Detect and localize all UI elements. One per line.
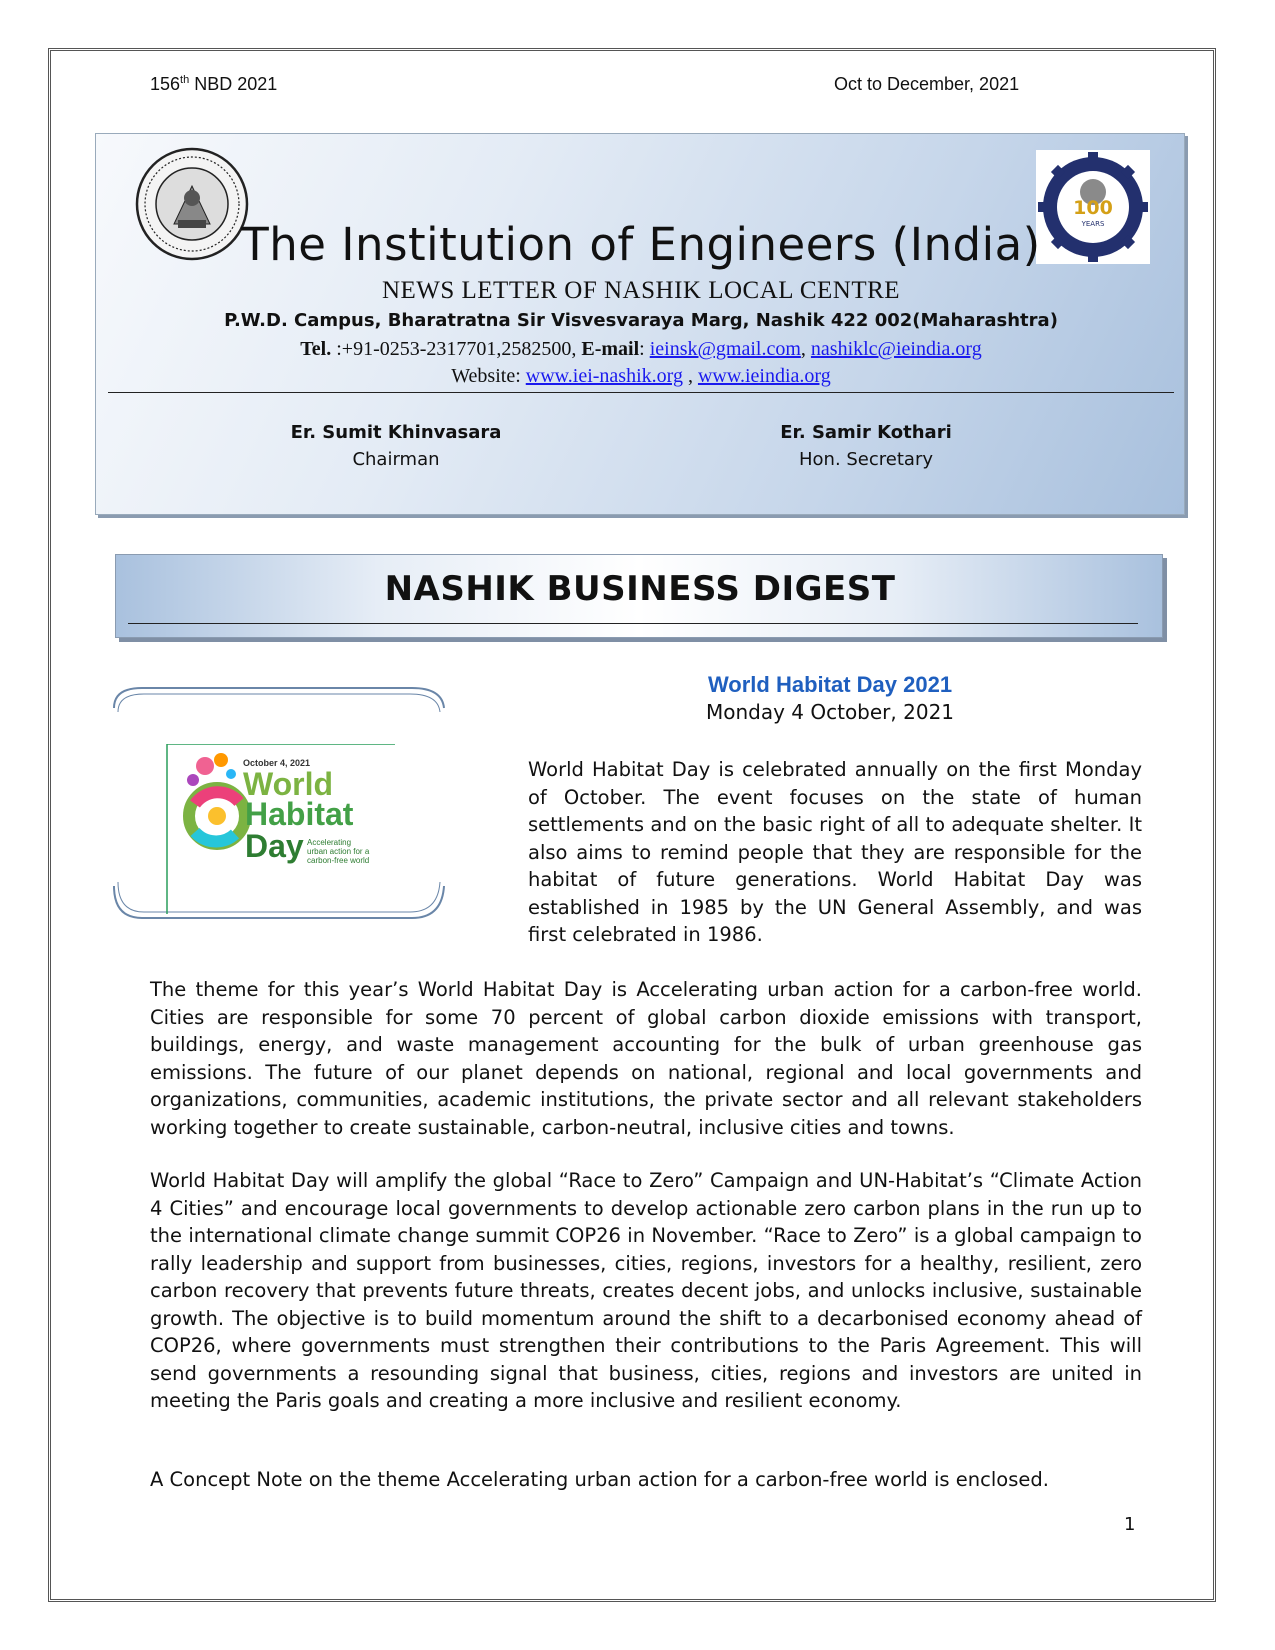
secretary-name: Er. Samir Kothari: [780, 422, 952, 443]
secretary-block: [746, 422, 986, 470]
issue-number: 156th NBD 2021: [150, 74, 278, 94]
chairman-name: Er. Sumit Khinvasara: [290, 422, 502, 443]
digest-banner: [115, 554, 1163, 638]
paragraph-race-to-zero: World Habitat Day will amplify the global “Race to Zero” Campaign and UN-Habitat’s “Climate Action 4 Cities” and encourage local governments to develop actionable zero carbon plans in the run up to the international climate change summit COP26 in November. “Race to Zero” is a global campaign to rally leadership and support from businesses, cities, regions, investors for a healthy, resilient, zero carbon recovery that prevents future threats, creates decent jobs, and unlocks inclusive, sustainable growth. The objective is to build momentum around the shift to a decarbonised economy ahead of COP26, where governments must strengthen their contributions to the Paris Agreement. This will send governments a resounding signal that business, cities, regions and investors are united in meeting the Paris goals and creating a more inclusive and resilient economy.: [150, 1169, 1142, 1412]
logo-tagline: Accelerating urban action for a carbon-free world: [307, 838, 370, 865]
website-link-1[interactable]: www.iei-nashik.org: [525, 365, 683, 387]
page-number: 1: [1124, 1514, 1136, 1535]
contact-line: Tel. :+91-0253-2317701,2582500, E-mail: ieinsk@gmail.com, nashiklc@ieindia.org: [300, 338, 982, 360]
logo-word-world: World: [243, 766, 334, 802]
newsletter-title: NEWS LETTER OF NASHIK LOCAL CENTRE: [381, 277, 901, 304]
email-link-2[interactable]: nashiklc@ieindia.org: [810, 338, 982, 360]
tel-label: Tel.: [300, 338, 332, 360]
website-line: Website: www.iei-nashik.org , www.ieindia.org: [451, 365, 831, 387]
paragraph-concept-note: A Concept Note on the theme Accelerating urban action for a carbon-free world is enclosed.: [150, 1468, 1049, 1491]
chairman-block: [266, 422, 526, 470]
issue-period: Oct to December, 2021: [834, 74, 1020, 94]
digest-title: NASHIK BUSINESS DIGEST: [384, 569, 896, 609]
centenary-years: YEARS: [1081, 220, 1105, 228]
email-label: E-mail: [581, 338, 640, 360]
article-date: Monday 4 October, 2021: [705, 700, 955, 724]
secretary-role: Hon. Secretary: [798, 449, 933, 470]
logo-word-day: Day: [245, 828, 304, 864]
banner-divider: [128, 623, 1138, 624]
centenary-number: 100: [1073, 197, 1113, 219]
letterhead: [95, 133, 1185, 515]
paragraph-theme: The theme for this year’s World Habitat Day is Accelerating urban action for a carbon-free world. Cities are responsible for some 70 percent of global carbon dioxide emissions with transport, buildings, energy, and waste management accounting for the bulk of urban greenhouse gas emissions. The future of our planet depends on national, regional and local governments and organizations, communities, academic institutions, the private sector and all relevant stakeholders working together to create sustainable, carbon-neutral, inclusive cities and towns.: [150, 978, 1142, 1139]
tel-value: :+91-0253-2317701,2582500,: [331, 338, 582, 360]
article-title: World Habitat Day 2021: [707, 672, 953, 697]
org-title: The Institution of Engineers (India): [241, 218, 1041, 271]
chairman-role: Chairman: [352, 449, 440, 470]
logo-date: October 4, 2021: [243, 758, 311, 768]
address: P.W.D. Campus, Bharatratna Sir Visvesvaraya Marg, Nashik 422 002(Maharashtra): [224, 310, 1058, 331]
paragraph-intro: World Habitat Day is celebrated annually on the first Monday of October. The event focuses on the state of human settlements and on the basic right of all to adequate shelter. It also aims to remind people that they are responsible for the habitat of future generations. World Habitat Day was established in 1985 by the UN General Assembly, and was first celebrated in 1986.: [528, 758, 1142, 946]
header-divider: [108, 392, 1174, 393]
world-habitat-day-logo: [165, 744, 395, 914]
email-link-1[interactable]: ieinsk@gmail.com: [649, 338, 801, 360]
logo-word-habitat: Habitat: [245, 796, 354, 832]
website-link-2[interactable]: www.ieindia.org: [697, 365, 831, 387]
